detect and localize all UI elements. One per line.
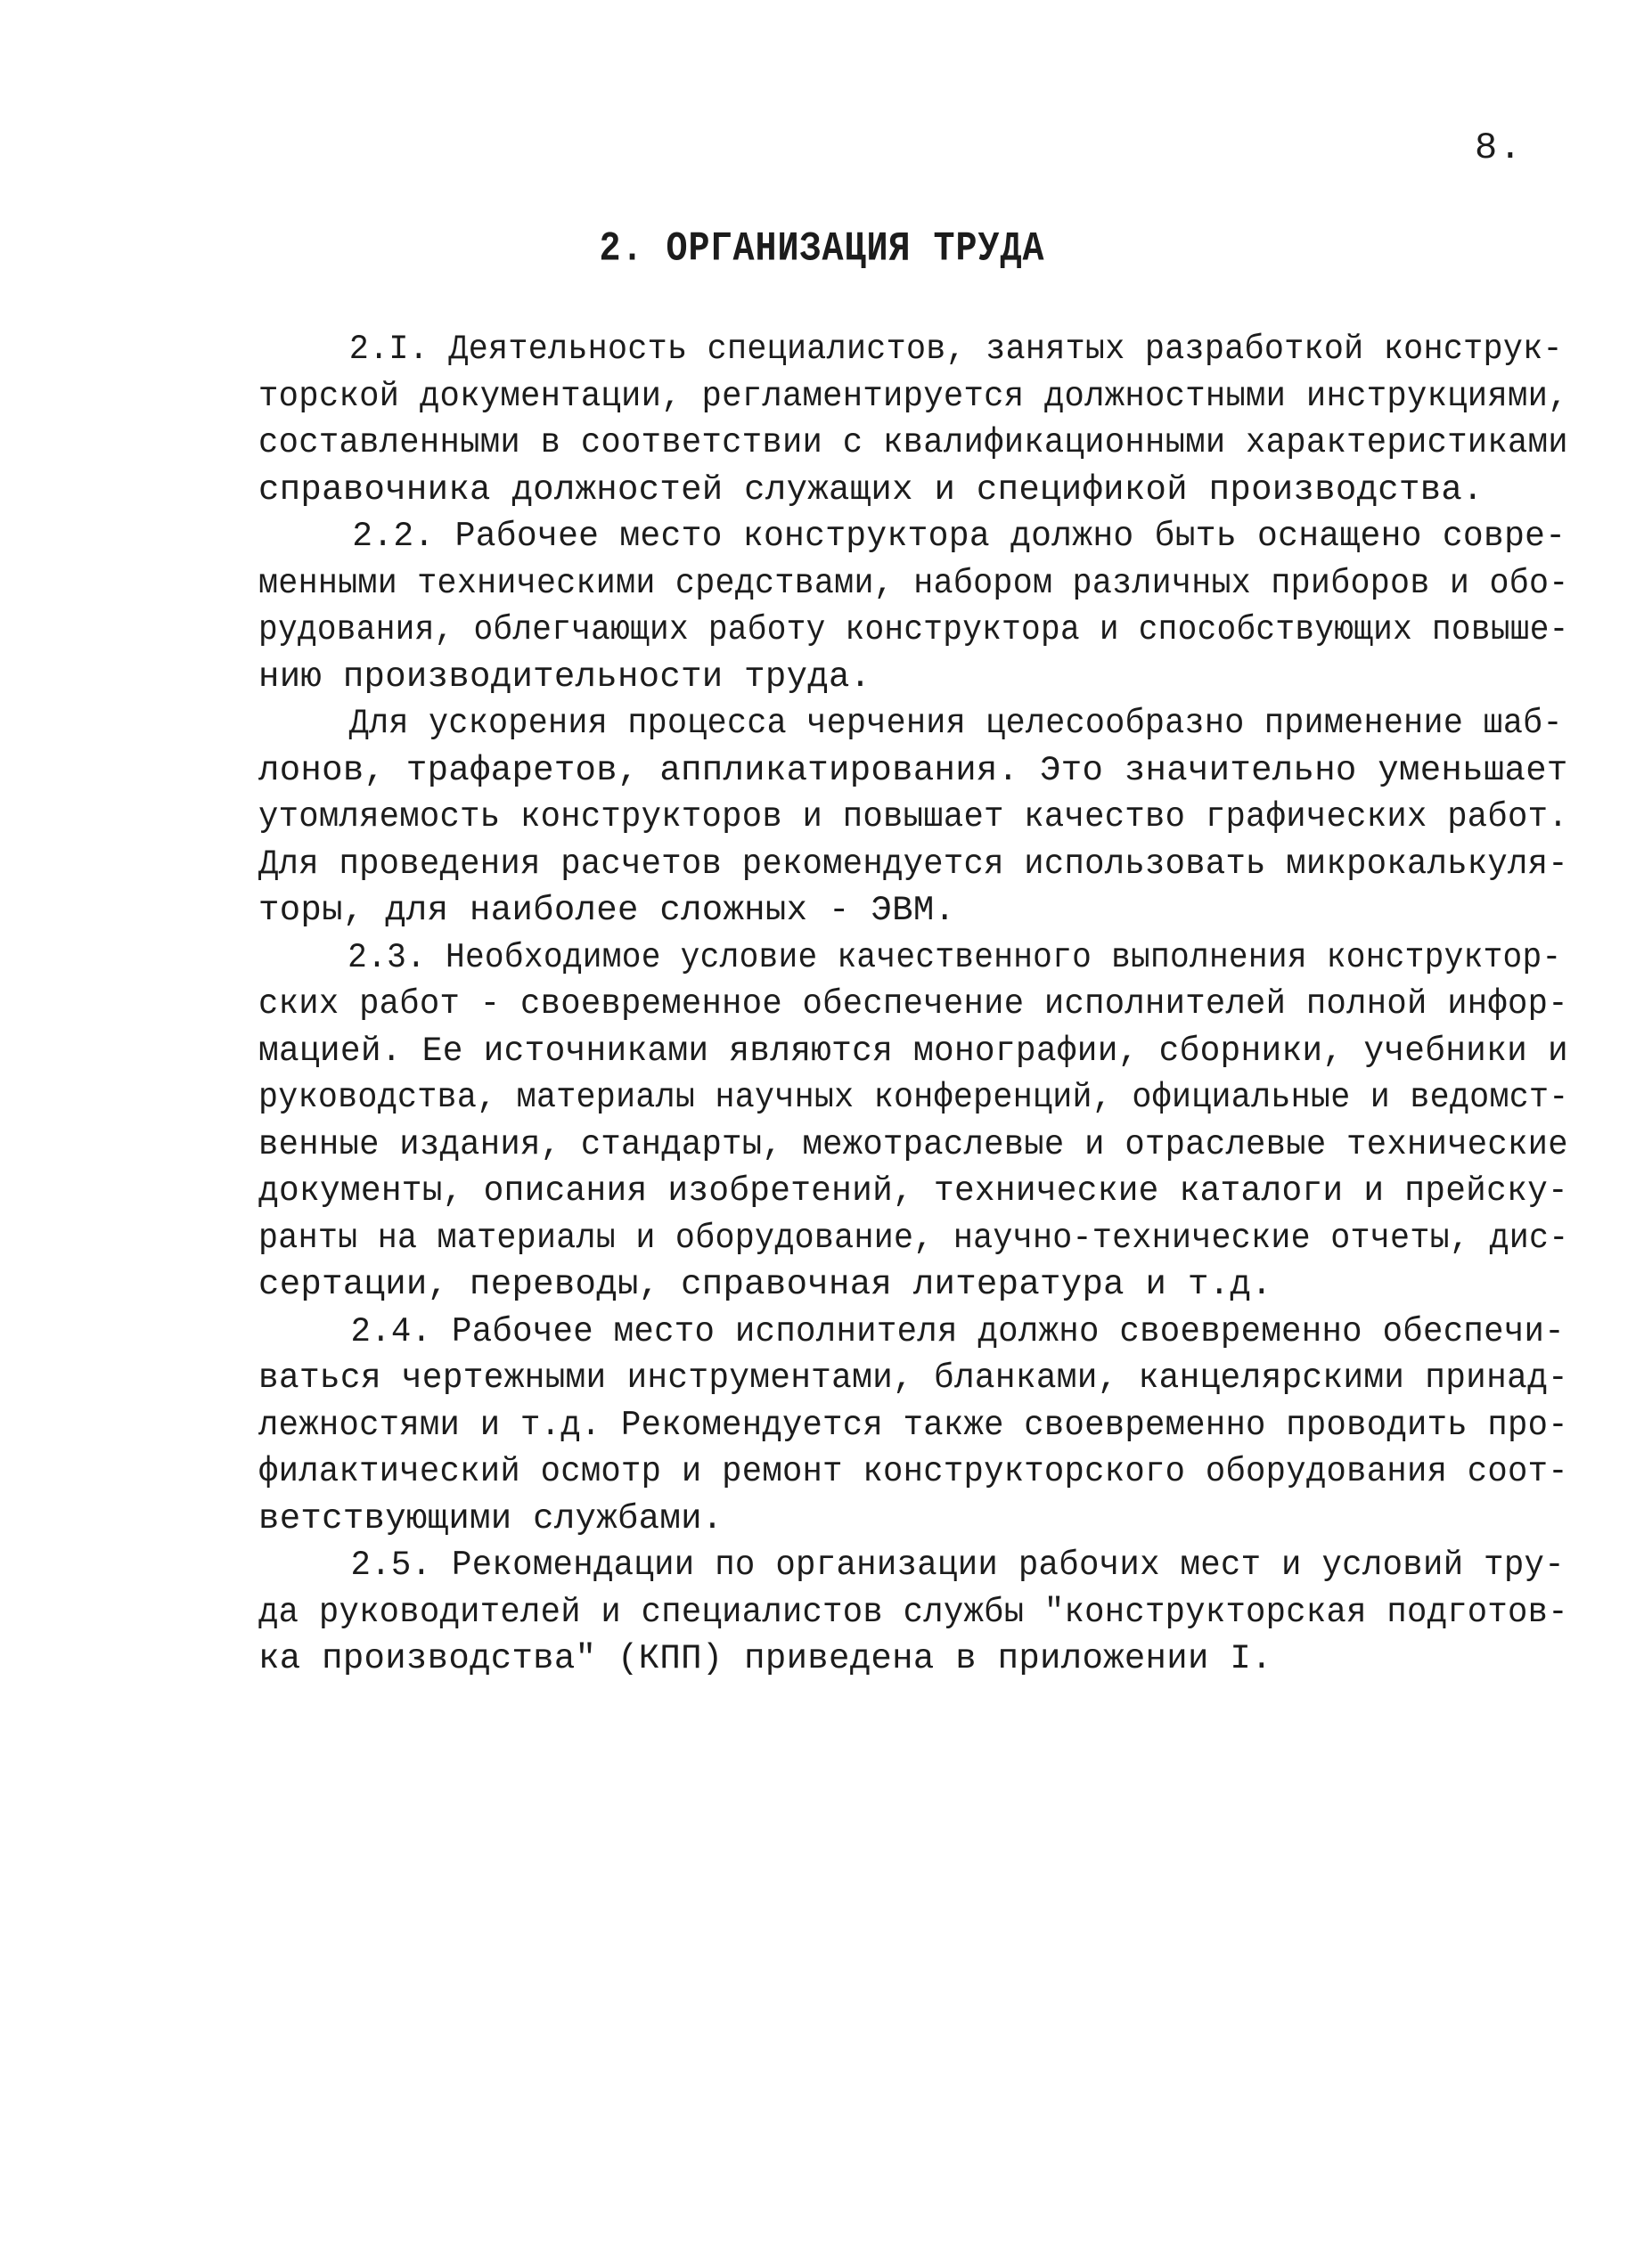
text-line: Для проведения расчетов рекомендуется использовать микрокалькуля- (258, 844, 1568, 884)
text-line: венные издания, стандарты, межотраслевые и отраслевые технические (258, 1124, 1568, 1164)
text-line: ветствующими службами. (258, 1498, 724, 1538)
text-line: да руководителей и специалистов службы "конструкторская подготов- (258, 1592, 1568, 1632)
text-line: торской документации, регламентируется должностными инструкциями, (258, 376, 1568, 416)
text-line: торы, для наиболее сложных - ЭВМ. (258, 891, 956, 930)
text-line: нию производительности труда. (258, 657, 871, 697)
text-line: 2.2. Рабочее место конструктора должно быть оснащено совре- (352, 517, 1566, 556)
text-line: составленными в соответствии с квалификационными характеристиками (258, 423, 1568, 462)
text-line: лонов, трафаретов, аппликатирования. Это значительно уменьшает (258, 750, 1568, 790)
text-line: лежностями и т.д. Рекомендуется также своевременно проводить про- (258, 1405, 1568, 1445)
body-text (258, 326, 1568, 1683)
text-line: документы, описания изобретений, технические каталоги и прейску- (258, 1171, 1569, 1211)
text-line: рудования, облегчающих работу конструктора и способствующих повыше- (258, 610, 1569, 649)
text-line: сертации, переводы, справочная литература и т.д. (258, 1265, 1272, 1304)
text-line: 2.3. Необходимое условие качественного выполнения конструктор- (348, 937, 1562, 977)
page-number: 8. (1475, 126, 1524, 169)
text-line: руководства, материалы научных конференций, официальные и ведомст- (258, 1078, 1569, 1117)
text-line: мацией. Ее источниками являются монографии, сборники, учебники и (258, 1031, 1569, 1071)
text-line: утомляемость конструкторов и повышает качество графических работ. (258, 797, 1568, 836)
section-title: 2. ОРГАНИЗАЦИЯ ТРУДА (599, 226, 1045, 273)
text-line: 2.4. Рабочее место исполнителя должно своевременно обеспечи- (350, 1311, 1565, 1351)
text-line: ваться чертежными инструментами, бланками, канцелярскими принад- (258, 1358, 1569, 1398)
text-line: ских работ - своевременное обеспечение исполнителей полной инфор- (258, 984, 1568, 1024)
text-line: Для ускорения процесса черчения целесообразно применение шаб- (348, 704, 1563, 743)
text-line: менными техническими средствами, набором различных приборов и обо- (258, 563, 1569, 603)
text-line: филактический осмотр и ремонт конструкторского оборудования соот- (258, 1452, 1568, 1491)
text-line: ка производства" (КПП) приведена в приложении I. (258, 1639, 1272, 1678)
text-line: ранты на материалы и оборудование, научно-технические отчеты, дис- (258, 1218, 1569, 1258)
text-line: 2.I. Деятельность специалистов, занятых разработкой конструк- (348, 330, 1563, 369)
text-line: 2.5. Рекомендации по организации рабочих мест и условий тру- (350, 1546, 1565, 1585)
text-line: справочника должностей служащих и спецификой производства. (258, 469, 1484, 510)
